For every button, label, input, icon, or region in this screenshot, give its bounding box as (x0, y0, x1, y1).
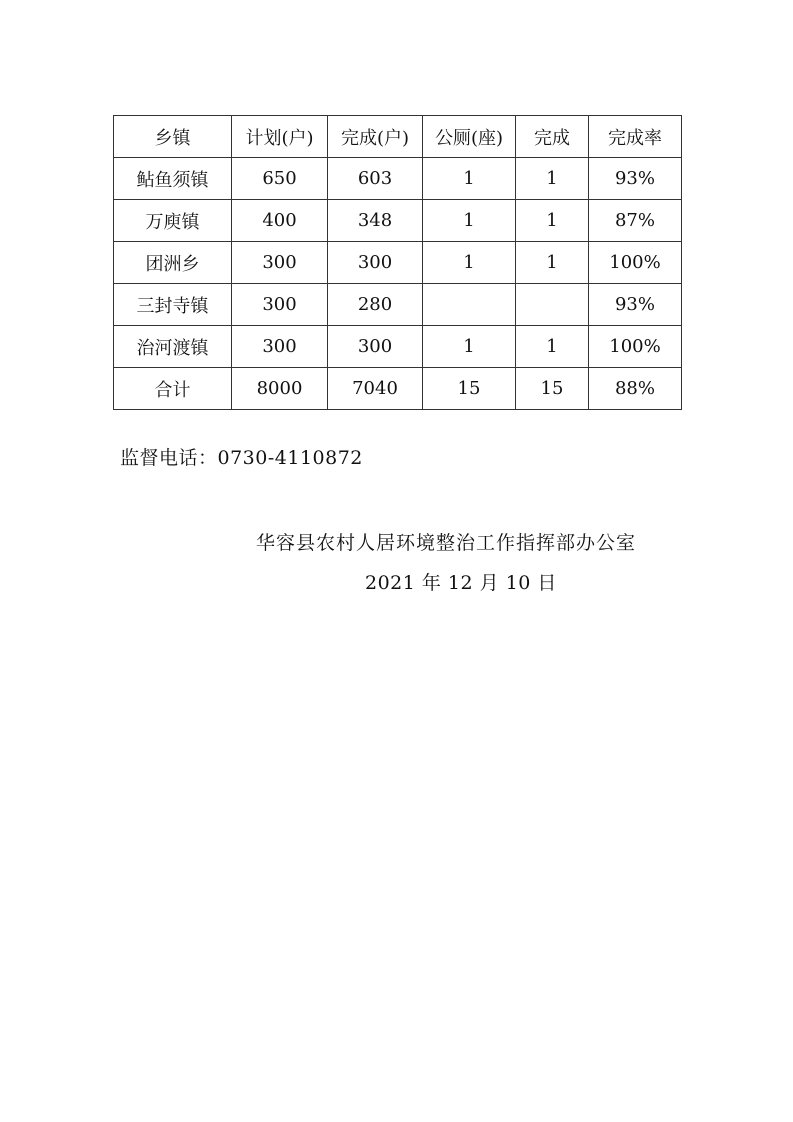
table-row (114, 158, 682, 200)
table-total-row (114, 368, 682, 410)
cell-planned: 650 (232, 158, 328, 200)
cell-total-rate: 88% (589, 368, 682, 410)
cell-toilets-completed: 1 (516, 242, 589, 284)
cell-township: 万庾镇 (114, 200, 232, 242)
cell-completed: 300 (328, 326, 423, 368)
cell-completed: 348 (328, 200, 423, 242)
cell-total-toilets: 15 (423, 368, 516, 410)
cell-total-toilets-completed: 15 (516, 368, 589, 410)
cell-planned: 400 (232, 200, 328, 242)
header-township: 乡镇 (114, 116, 232, 158)
cell-completed: 300 (328, 242, 423, 284)
cell-planned: 300 (232, 284, 328, 326)
table-row (114, 242, 682, 284)
supervision-phone: 监督电话：0730-4110872 (120, 447, 363, 469)
header-planned-households: 计划(户) (232, 116, 328, 158)
cell-total-planned: 8000 (232, 368, 328, 410)
header-toilets-completed: 完成 (516, 116, 589, 158)
cell-planned: 300 (232, 242, 328, 284)
cell-rate: 93% (589, 158, 682, 200)
table-row (114, 326, 682, 368)
cell-township: 鲇鱼须镇 (114, 158, 232, 200)
cell-completed: 280 (328, 284, 423, 326)
issuing-office: 华容县农村人居环境整治工作指挥部办公室 (256, 532, 637, 554)
cell-township: 三封寺镇 (114, 284, 232, 326)
issue-date: 2021 年 12 月 10 日 (365, 572, 557, 594)
cell-rate: 100% (589, 326, 682, 368)
header-completion-rate: 完成率 (589, 116, 682, 158)
cell-toilets: 1 (423, 242, 516, 284)
table-header-row (114, 116, 682, 158)
cell-toilets: 1 (423, 158, 516, 200)
cell-toilets: 1 (423, 326, 516, 368)
completion-table (113, 115, 682, 410)
cell-township: 治河渡镇 (114, 326, 232, 368)
cell-completed: 603 (328, 158, 423, 200)
cell-rate: 100% (589, 242, 682, 284)
cell-planned: 300 (232, 326, 328, 368)
cell-rate: 93% (589, 284, 682, 326)
cell-toilets-completed (516, 284, 589, 326)
cell-toilets-completed: 1 (516, 158, 589, 200)
cell-total-completed: 7040 (328, 368, 423, 410)
cell-toilets: 1 (423, 200, 516, 242)
cell-toilets-completed: 1 (516, 326, 589, 368)
table-row (114, 200, 682, 242)
cell-township: 团洲乡 (114, 242, 232, 284)
header-completed-households: 完成(户) (328, 116, 423, 158)
cell-total-label: 合计 (114, 368, 232, 410)
cell-rate: 87% (589, 200, 682, 242)
table-row (114, 284, 682, 326)
cell-toilets (423, 284, 516, 326)
header-public-toilets: 公厕(座) (423, 116, 516, 158)
cell-toilets-completed: 1 (516, 200, 589, 242)
